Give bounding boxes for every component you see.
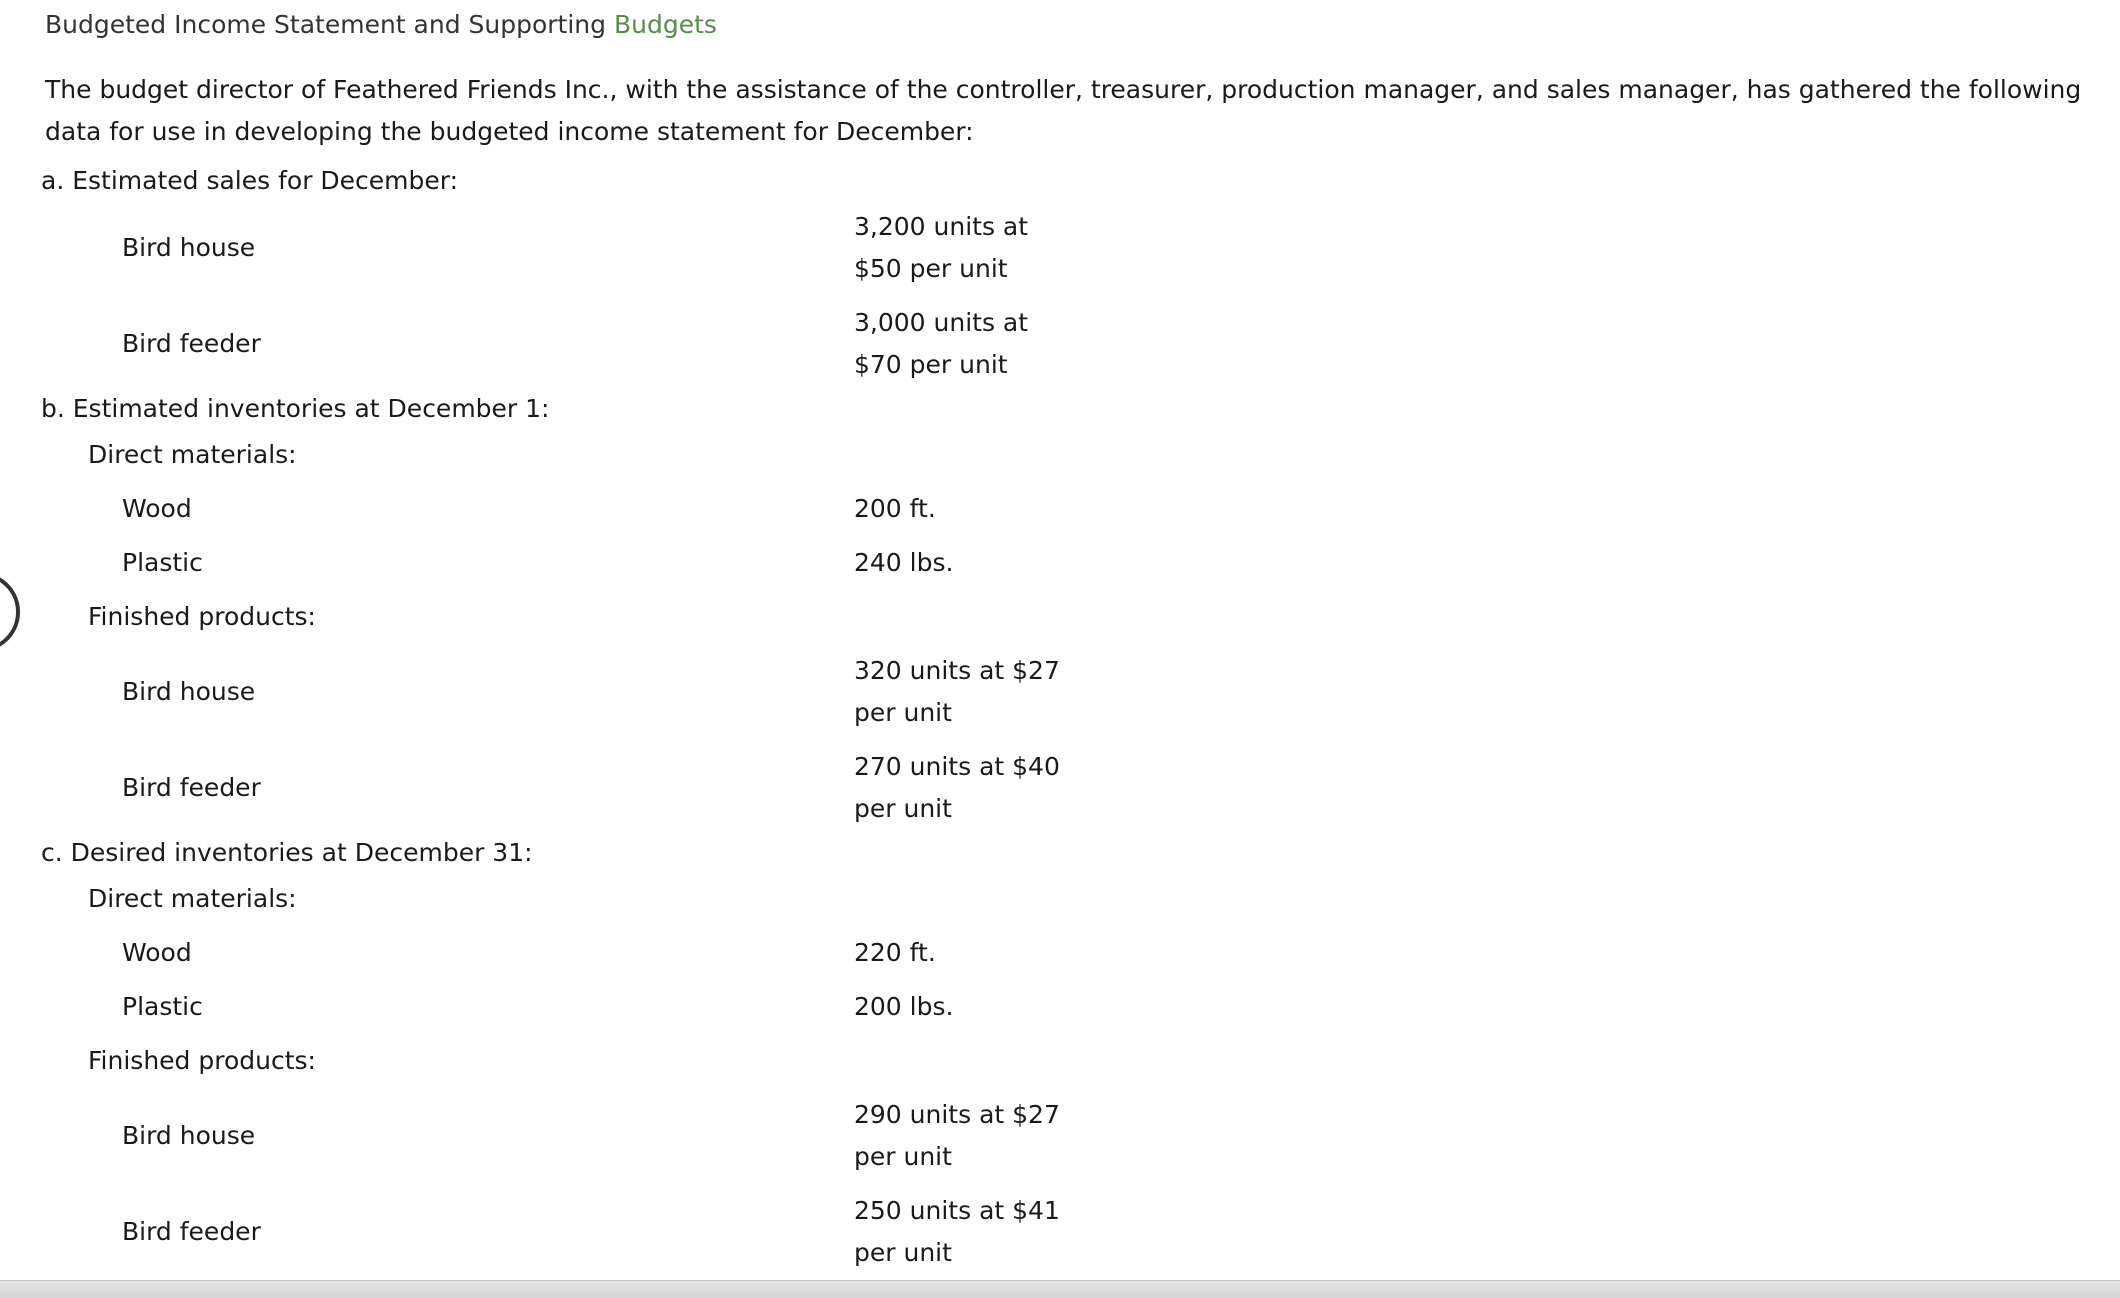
dec31-bird-feeder-label: Bird feeder — [122, 1217, 261, 1246]
dec31-plastic-value: 200 lbs. — [854, 992, 954, 1021]
dec31-bird-house-value-line1: 290 units at $27 — [854, 1100, 1060, 1129]
dec1-bird-feeder-label: Bird feeder — [122, 773, 261, 802]
budgets-link[interactable]: Budgets — [613, 10, 717, 39]
dec1-bird-house-label: Bird house — [122, 677, 256, 706]
dec1-bird-house-value-line1: 320 units at $27 — [854, 656, 1060, 685]
radio-circle-icon[interactable] — [0, 572, 20, 652]
dec1-finished-products-label: Finished products: — [88, 602, 316, 631]
section-b-heading: b. Estimated inventories at December 1: — [41, 394, 550, 423]
sales-bird-feeder-value-line2: $70 per unit — [854, 350, 1008, 379]
dec31-bird-feeder-value-line1: 250 units at $41 — [854, 1196, 1060, 1225]
section-c-heading: c. Desired inventories at December 31: — [41, 838, 533, 867]
section-a-heading: a. Estimated sales for December: — [41, 166, 459, 195]
dec31-plastic-label: Plastic — [122, 992, 203, 1021]
page-title — [45, 6, 717, 44]
sales-bird-house-label: Bird house — [122, 233, 256, 262]
dec31-bird-house-value-line2: per unit — [854, 1142, 952, 1171]
dec1-plastic-label: Plastic — [122, 548, 203, 577]
page-title-text: Budgeted Income Statement and Supporting — [45, 10, 607, 39]
dec1-wood-label: Wood — [122, 494, 192, 523]
dec1-plastic-value: 240 lbs. — [854, 548, 954, 577]
dec31-direct-materials-label: Direct materials: — [88, 884, 297, 913]
dec1-wood-value: 200 ft. — [854, 494, 936, 523]
dec1-bird-feeder-value-line1: 270 units at $40 — [854, 752, 1060, 781]
intro-paragraph: The budget director of Feathered Friends Inc., with the assistance of the controller, treasurer, production manager, and sales manager, has gathered the following data for use in developing the budgeted income statement for December: — [45, 75, 2082, 146]
dec31-wood-value: 220 ft. — [854, 938, 936, 967]
dec31-bird-feeder-value-line2: per unit — [854, 1238, 952, 1267]
dec31-wood-label: Wood — [122, 938, 192, 967]
dec31-bird-house-label: Bird house — [122, 1121, 256, 1150]
dec1-bird-feeder-value-line2: per unit — [854, 794, 952, 823]
sales-bird-feeder-label: Bird feeder — [122, 329, 261, 358]
sales-bird-house-value-line2: $50 per unit — [854, 254, 1008, 283]
sales-bird-feeder-value-line1: 3,000 units at — [854, 308, 1029, 337]
sales-bird-house-value-line1: 3,200 units at — [854, 212, 1029, 241]
bottom-edge-bar — [0, 1280, 2120, 1298]
dec31-finished-products-label: Finished products: — [88, 1046, 316, 1075]
dec1-bird-house-value-line2: per unit — [854, 698, 952, 727]
dec1-direct-materials-label: Direct materials: — [88, 440, 297, 469]
